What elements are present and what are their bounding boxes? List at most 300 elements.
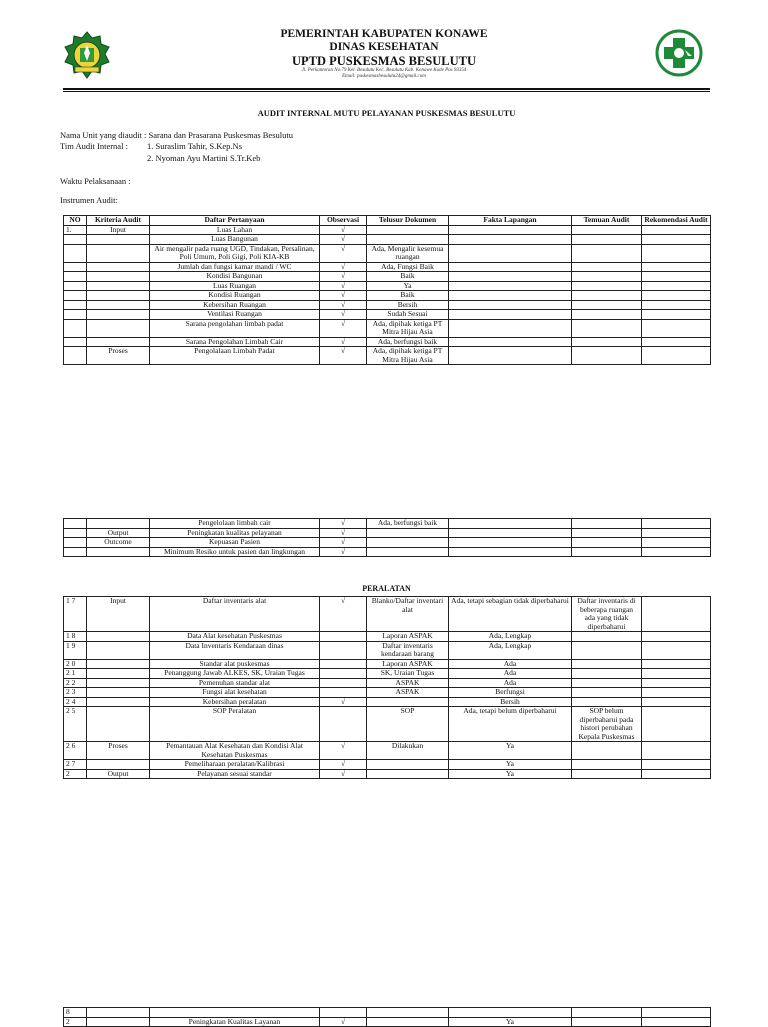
cell-rekomendasi-audit <box>642 760 711 770</box>
table-row <box>64 272 711 282</box>
cell-kriteria <box>87 659 150 669</box>
cell-no: 2 2 <box>64 678 87 688</box>
cell-rekomendasi-audit <box>642 1008 711 1018</box>
cell-observasi: √ <box>320 291 367 301</box>
cell-temuan-audit <box>572 632 642 642</box>
cell-fakta-lapangan: Ya <box>449 1017 572 1027</box>
cell-temuan-audit <box>572 538 642 548</box>
cell-kriteria <box>87 669 150 679</box>
cell-telusur-dokumen: ASPAK <box>367 678 449 688</box>
table-row <box>64 244 711 262</box>
cell-no <box>64 272 87 282</box>
cell-no: 2 6 <box>64 742 87 760</box>
cell-observasi: √ <box>320 262 367 272</box>
audit-unit: Nama Unit yang diaudit : Sarana dan Prasarana Puskesmas Besulutu <box>60 130 293 140</box>
cell-kriteria <box>87 337 150 347</box>
cell-no <box>64 291 87 301</box>
cell-fakta-lapangan <box>449 347 572 365</box>
table-row <box>64 632 711 642</box>
cell-rekomendasi-audit <box>642 225 711 235</box>
cell-fakta-lapangan <box>449 235 572 245</box>
cell-temuan-audit <box>572 272 642 282</box>
column-header: Fakta Lapangan <box>449 216 572 226</box>
audit-table-peralatan <box>63 596 711 779</box>
cell-telusur-dokumen: Ada, Fungsi Baik <box>367 262 449 272</box>
cell-observasi <box>320 641 367 659</box>
cell-rekomendasi-audit <box>642 678 711 688</box>
cell-observasi <box>320 632 367 642</box>
column-header: Observasi <box>320 216 367 226</box>
cell-rekomendasi-audit <box>642 1017 711 1027</box>
letterhead-rule-thin <box>63 91 710 92</box>
cell-observasi: √ <box>320 1017 367 1027</box>
cell-no <box>64 262 87 272</box>
section-title-peralatan: PERALATAN <box>362 584 411 593</box>
cell-observasi <box>320 707 367 742</box>
cell-pertanyaan: Kebersihan Ruangan <box>150 300 320 310</box>
cell-kriteria <box>87 688 150 698</box>
cell-temuan-audit <box>572 688 642 698</box>
cell-no: 1 8 <box>64 632 87 642</box>
cell-kriteria <box>87 319 150 337</box>
cell-observasi <box>320 688 367 698</box>
cell-rekomendasi-audit <box>642 337 711 347</box>
table-row <box>64 528 711 538</box>
letterhead-line2: DINAS KESEHATAN <box>329 41 439 53</box>
table-row <box>64 742 711 760</box>
cell-pertanyaan: Ventilasi Ruangan <box>150 310 320 320</box>
cell-kriteria <box>87 678 150 688</box>
cell-temuan-audit <box>572 235 642 245</box>
cell-temuan-audit <box>572 1008 642 1018</box>
cell-fakta-lapangan <box>449 281 572 291</box>
table-row <box>64 291 711 301</box>
audit-team-label: Tim Audit Internal : <box>60 141 128 151</box>
table-row <box>64 281 711 291</box>
audit-table-sarana <box>63 215 711 365</box>
table-row <box>64 760 711 770</box>
cell-fakta-lapangan <box>449 225 572 235</box>
table-row <box>64 337 711 347</box>
audit-table-peralatan-continued <box>63 1007 711 1027</box>
cell-kriteria <box>87 281 150 291</box>
cell-telusur-dokumen: Ada, dipihak ketiga PT Mitra Hijau Asia <box>367 347 449 365</box>
cell-kriteria: Proses <box>87 347 150 365</box>
cell-rekomendasi-audit <box>642 291 711 301</box>
cell-fakta-lapangan <box>449 244 572 262</box>
cell-kriteria <box>87 1017 150 1027</box>
cell-fakta-lapangan <box>449 337 572 347</box>
cell-telusur-dokumen <box>367 697 449 707</box>
cell-fakta-lapangan <box>449 1008 572 1018</box>
puskesmas-logo-icon <box>654 28 704 78</box>
table-row <box>64 669 711 679</box>
cell-telusur-dokumen: Ada, berfungsi baik <box>367 337 449 347</box>
cell-temuan-audit <box>572 678 642 688</box>
cell-observasi: √ <box>320 347 367 365</box>
column-header: Rekomendasi Audit <box>642 216 711 226</box>
cell-temuan-audit <box>572 760 642 770</box>
cell-pertanyaan: Peningkatan Kualitas Layanan <box>150 1017 320 1027</box>
cell-fakta-lapangan <box>449 310 572 320</box>
cell-telusur-dokumen: SOP <box>367 707 449 742</box>
cell-fakta-lapangan <box>449 262 572 272</box>
cell-temuan-audit <box>572 1017 642 1027</box>
cell-pertanyaan: Luas Lahan <box>150 225 320 235</box>
cell-no <box>64 337 87 347</box>
cell-kriteria <box>87 262 150 272</box>
cell-no <box>64 281 87 291</box>
cell-pertanyaan: SOP Peralatan <box>150 707 320 742</box>
table-header-row <box>64 216 711 226</box>
cell-rekomendasi-audit <box>642 281 711 291</box>
cell-fakta-lapangan: Ada, tetapi sebagian tidak diperbaharui <box>449 597 572 632</box>
cell-no <box>64 519 87 529</box>
cell-no <box>64 235 87 245</box>
column-header: NO <box>64 216 87 226</box>
table-row <box>64 678 711 688</box>
letterhead-line1: PEMERINTAH KABUPATEN KONAWE <box>280 28 488 40</box>
cell-pertanyaan: Data Inventaris Kendaraan dinas <box>150 641 320 659</box>
table-row <box>64 688 711 698</box>
cell-temuan-audit <box>572 291 642 301</box>
cell-no: 2 0 <box>64 659 87 669</box>
table-row <box>64 707 711 742</box>
cell-no: 2 5 <box>64 707 87 742</box>
cell-no <box>64 547 87 557</box>
cell-rekomendasi-audit <box>642 538 711 548</box>
cell-kriteria <box>87 697 150 707</box>
cell-temuan-audit <box>572 262 642 272</box>
cell-telusur-dokumen: Bersih <box>367 300 449 310</box>
cell-kriteria <box>87 1008 150 1018</box>
cell-temuan-audit <box>572 337 642 347</box>
cell-no <box>64 538 87 548</box>
cell-kriteria <box>87 300 150 310</box>
cell-telusur-dokumen <box>367 760 449 770</box>
cell-rekomendasi-audit <box>642 519 711 529</box>
cell-no: 8 <box>64 1008 87 1018</box>
cell-pertanyaan: Kondisi Ruangan <box>150 291 320 301</box>
cell-kriteria: Outcome <box>87 538 150 548</box>
audit-time-label: Waktu Pelaksanaan : <box>60 176 131 186</box>
cell-rekomendasi-audit <box>642 707 711 742</box>
table-row <box>64 1017 711 1027</box>
cell-fakta-lapangan <box>449 538 572 548</box>
cell-fakta-lapangan: Berfungsi <box>449 688 572 698</box>
cell-observasi: √ <box>320 769 367 779</box>
cell-telusur-dokumen: Sudah Sesuai <box>367 310 449 320</box>
cell-fakta-lapangan: Ya <box>449 760 572 770</box>
cell-observasi: √ <box>320 742 367 760</box>
cell-pertanyaan: Daftar inventaris alat <box>150 597 320 632</box>
cell-kriteria <box>87 547 150 557</box>
letterhead <box>200 28 568 80</box>
cell-no: 1 7 <box>64 597 87 632</box>
cell-rekomendasi-audit <box>642 300 711 310</box>
cell-kriteria: Output <box>87 528 150 538</box>
cell-rekomendasi-audit <box>642 597 711 632</box>
cell-rekomendasi-audit <box>642 669 711 679</box>
cell-telusur-dokumen <box>367 538 449 548</box>
cell-no: 2 <box>64 1017 87 1027</box>
cell-rekomendasi-audit <box>642 742 711 760</box>
cell-temuan-audit <box>572 742 642 760</box>
cell-pertanyaan: Pengolalaan Limbah Padat <box>150 347 320 365</box>
cell-rekomendasi-audit <box>642 528 711 538</box>
cell-rekomendasi-audit <box>642 688 711 698</box>
table-row <box>64 547 711 557</box>
cell-fakta-lapangan: Ada, Lengkap <box>449 641 572 659</box>
cell-no <box>64 528 87 538</box>
table-row <box>64 300 711 310</box>
cell-observasi: √ <box>320 310 367 320</box>
cell-rekomendasi-audit <box>642 310 711 320</box>
table-row <box>64 641 711 659</box>
cell-no <box>64 310 87 320</box>
cell-rekomendasi-audit <box>642 319 711 337</box>
cell-fakta-lapangan <box>449 528 572 538</box>
audit-instrument-label: Instrumen Audit: <box>60 195 118 205</box>
cell-telusur-dokumen <box>367 528 449 538</box>
cell-observasi <box>320 659 367 669</box>
table-row <box>64 1008 711 1018</box>
table-row <box>64 310 711 320</box>
cell-no: 2 <box>64 769 87 779</box>
cell-kriteria <box>87 632 150 642</box>
cell-fakta-lapangan <box>449 291 572 301</box>
cell-fakta-lapangan: Ya <box>449 769 572 779</box>
audit-team-member-1: 1. Suraslim Tahir, S.Kep.Ns <box>147 141 243 151</box>
cell-pertanyaan: Pelayanan sesuai standar <box>150 769 320 779</box>
cell-rekomendasi-audit <box>642 235 711 245</box>
cell-temuan-audit: SOP belum diperbaharui pada histori perubahan Kepala Puskesmas <box>572 707 642 742</box>
cell-fakta-lapangan <box>449 300 572 310</box>
cell-fakta-lapangan: Ya <box>449 742 572 760</box>
cell-no: 2 4 <box>64 697 87 707</box>
audit-team-member-2: 2. Nyoman Ayu Martini S.Tr.Keb <box>147 153 261 163</box>
table-row <box>64 597 711 632</box>
cell-pertanyaan: Pemenuhan standar alat <box>150 678 320 688</box>
cell-rekomendasi-audit <box>642 697 711 707</box>
cell-rekomendasi-audit <box>642 272 711 282</box>
table-row <box>64 235 711 245</box>
cell-pertanyaan: Fungsi alat kesehatan <box>150 688 320 698</box>
cell-telusur-dokumen: Laporan ASPAK <box>367 659 449 669</box>
cell-temuan-audit <box>572 769 642 779</box>
cell-no <box>64 300 87 310</box>
cell-fakta-lapangan: Ada, tetapi belum diperbaharui <box>449 707 572 742</box>
table-row <box>64 659 711 669</box>
cell-observasi: √ <box>320 272 367 282</box>
cell-pertanyaan: Kepuasan Pasien <box>150 538 320 548</box>
cell-fakta-lapangan <box>449 547 572 557</box>
cell-rekomendasi-audit <box>642 262 711 272</box>
audit-table-sarana-continued <box>63 518 711 557</box>
cell-pertanyaan: Sarana pengolahan limbah padat <box>150 319 320 337</box>
cell-temuan-audit <box>572 641 642 659</box>
cell-no <box>64 319 87 337</box>
table-row <box>64 519 711 529</box>
cell-kriteria: Input <box>87 597 150 632</box>
cell-telusur-dokumen: Dilakukan <box>367 742 449 760</box>
cell-observasi: √ <box>320 225 367 235</box>
cell-pertanyaan: Air mengalir pada ruang UGD, Tindakan, Persalinan, Poli Umum, Poli Gigi, Poli KIA-KB <box>150 244 320 262</box>
cell-kriteria <box>87 244 150 262</box>
cell-no: 2 7 <box>64 760 87 770</box>
cell-no: 2 3 <box>64 688 87 698</box>
cell-fakta-lapangan: Ada <box>449 669 572 679</box>
cell-no: 1. <box>64 225 87 235</box>
cell-observasi: √ <box>320 538 367 548</box>
cell-no <box>64 244 87 262</box>
cell-telusur-dokumen <box>367 769 449 779</box>
cell-pertanyaan: Luas Ruangan <box>150 281 320 291</box>
cell-kriteria: Output <box>87 769 150 779</box>
cell-telusur-dokumen: Baik <box>367 291 449 301</box>
cell-fakta-lapangan: Ada <box>449 659 572 669</box>
cell-temuan-audit <box>572 669 642 679</box>
cell-temuan-audit <box>572 225 642 235</box>
cell-temuan-audit <box>572 281 642 291</box>
cell-kriteria: Input <box>87 225 150 235</box>
konawe-crest-icon <box>63 31 111 79</box>
cell-pertanyaan: Pemeliharaan peralatan/Kalibrasi <box>150 760 320 770</box>
cell-temuan-audit <box>572 244 642 262</box>
cell-observasi: √ <box>320 760 367 770</box>
column-header: Daftar Pertanyaan <box>150 216 320 226</box>
letterhead-line3: UPTD PUSKESMAS BESULUTU <box>291 54 477 68</box>
cell-telusur-dokumen <box>367 1017 449 1027</box>
cell-telusur-dokumen <box>367 1008 449 1018</box>
cell-kriteria <box>87 235 150 245</box>
cell-temuan-audit <box>572 319 642 337</box>
cell-telusur-dokumen: Ya <box>367 281 449 291</box>
cell-pertanyaan: Luas Bangunan <box>150 235 320 245</box>
cell-kriteria: Proses <box>87 742 150 760</box>
cell-pertanyaan: Pemantauan Alat Kesehatan dan Kondisi Alat Kesehatan Puskesmas <box>150 742 320 760</box>
cell-observasi <box>320 1008 367 1018</box>
cell-observasi <box>320 669 367 679</box>
cell-kriteria <box>87 310 150 320</box>
cell-fakta-lapangan <box>449 319 572 337</box>
cell-observasi: √ <box>320 244 367 262</box>
cell-observasi: √ <box>320 300 367 310</box>
cell-observasi: √ <box>320 281 367 291</box>
cell-kriteria <box>87 707 150 742</box>
cell-kriteria <box>87 760 150 770</box>
cell-pertanyaan: Penanggung Jawab ALKES, SK, Uraian Tugas <box>150 669 320 679</box>
letterhead-email: Email: puskesmasbesulutu24@gmail.com <box>342 74 426 79</box>
cell-fakta-lapangan: Bersih <box>449 697 572 707</box>
cell-observasi: √ <box>320 337 367 347</box>
cell-temuan-audit <box>572 697 642 707</box>
table-row <box>64 769 711 779</box>
table-row <box>64 697 711 707</box>
cell-pertanyaan: Pengelolaan limbah cair <box>150 519 320 529</box>
cell-telusur-dokumen: ASPAK <box>367 688 449 698</box>
cell-temuan-audit <box>572 310 642 320</box>
cell-temuan-audit <box>572 519 642 529</box>
cell-temuan-audit <box>572 300 642 310</box>
cell-pertanyaan: Peningkatan kualitas pelayanan <box>150 528 320 538</box>
cell-temuan-audit <box>572 528 642 538</box>
cell-pertanyaan: Sarana Pengolahan Limbah Cair <box>150 337 320 347</box>
cell-pertanyaan: Kondisi Bangunan <box>150 272 320 282</box>
cell-observasi: √ <box>320 319 367 337</box>
table-row <box>64 538 711 548</box>
cell-telusur-dokumen <box>367 225 449 235</box>
cell-rekomendasi-audit <box>642 632 711 642</box>
cell-telusur-dokumen: SK, Uraian Tugas <box>367 669 449 679</box>
cell-telusur-dokumen: Laporan ASPAK <box>367 632 449 642</box>
cell-fakta-lapangan <box>449 519 572 529</box>
table-row <box>64 347 711 365</box>
cell-rekomendasi-audit <box>642 769 711 779</box>
cell-pertanyaan: Jumlah dan fungsi kamar mandi / WC <box>150 262 320 272</box>
cell-kriteria <box>87 519 150 529</box>
cell-kriteria <box>87 291 150 301</box>
cell-rekomendasi-audit <box>642 659 711 669</box>
cell-rekomendasi-audit <box>642 244 711 262</box>
table-row <box>64 225 711 235</box>
cell-temuan-audit: Daftar inventaris di beberapa ruangan ada yang tidak diperbaharui <box>572 597 642 632</box>
cell-observasi: √ <box>320 697 367 707</box>
cell-fakta-lapangan: Ada, Lengkap <box>449 632 572 642</box>
cell-telusur-dokumen: Ada, berfungsi baik <box>367 519 449 529</box>
letterhead-address: Jl. Perkantoran No.79 Kel. Besulutu Kec. Besulutu Kab. Konawe Kode Pos 93354 <box>301 68 467 73</box>
cell-telusur-dokumen <box>367 547 449 557</box>
column-header: Kriteria Audit <box>87 216 150 226</box>
cell-fakta-lapangan <box>449 272 572 282</box>
cell-no: 2 1 <box>64 669 87 679</box>
cell-rekomendasi-audit <box>642 347 711 365</box>
cell-pertanyaan <box>150 1008 320 1018</box>
cell-no: 1 9 <box>64 641 87 659</box>
cell-observasi: √ <box>320 547 367 557</box>
cell-observasi: √ <box>320 528 367 538</box>
column-header: Telusur Dokumen <box>367 216 449 226</box>
cell-observasi: √ <box>320 235 367 245</box>
cell-telusur-dokumen: Ada, dipihak ketiga PT Mitra Hijau Asia <box>367 319 449 337</box>
cell-temuan-audit <box>572 347 642 365</box>
cell-no <box>64 347 87 365</box>
cell-pertanyaan: Kebersihan peralatan <box>150 697 320 707</box>
cell-telusur-dokumen: Ada, Mengalir kesemua ruangan <box>367 244 449 262</box>
cell-observasi <box>320 678 367 688</box>
document-title: AUDIT INTERNAL MUTU PELAYANAN PUSKESMAS BESULUTU <box>257 108 516 118</box>
cell-fakta-lapangan: Ada <box>449 678 572 688</box>
cell-telusur-dokumen <box>367 235 449 245</box>
cell-pertanyaan: Minimum Resiko untuk pasien dan lingkungan <box>150 547 320 557</box>
cell-rekomendasi-audit <box>642 641 711 659</box>
cell-observasi: √ <box>320 597 367 632</box>
cell-observasi: √ <box>320 519 367 529</box>
cell-kriteria <box>87 272 150 282</box>
cell-rekomendasi-audit <box>642 547 711 557</box>
cell-kriteria <box>87 641 150 659</box>
letterhead-rule-thick <box>63 88 710 90</box>
cell-pertanyaan: Standar alat puskesmas <box>150 659 320 669</box>
cell-telusur-dokumen: Blanko/Daftar inventari alat <box>367 597 449 632</box>
column-header: Temuan Audit <box>572 216 642 226</box>
cell-telusur-dokumen: Baik <box>367 272 449 282</box>
table-row <box>64 319 711 337</box>
cell-temuan-audit <box>572 547 642 557</box>
cell-pertanyaan: Data Alat kesehatan Puskesmas <box>150 632 320 642</box>
cell-temuan-audit <box>572 659 642 669</box>
table-row <box>64 262 711 272</box>
